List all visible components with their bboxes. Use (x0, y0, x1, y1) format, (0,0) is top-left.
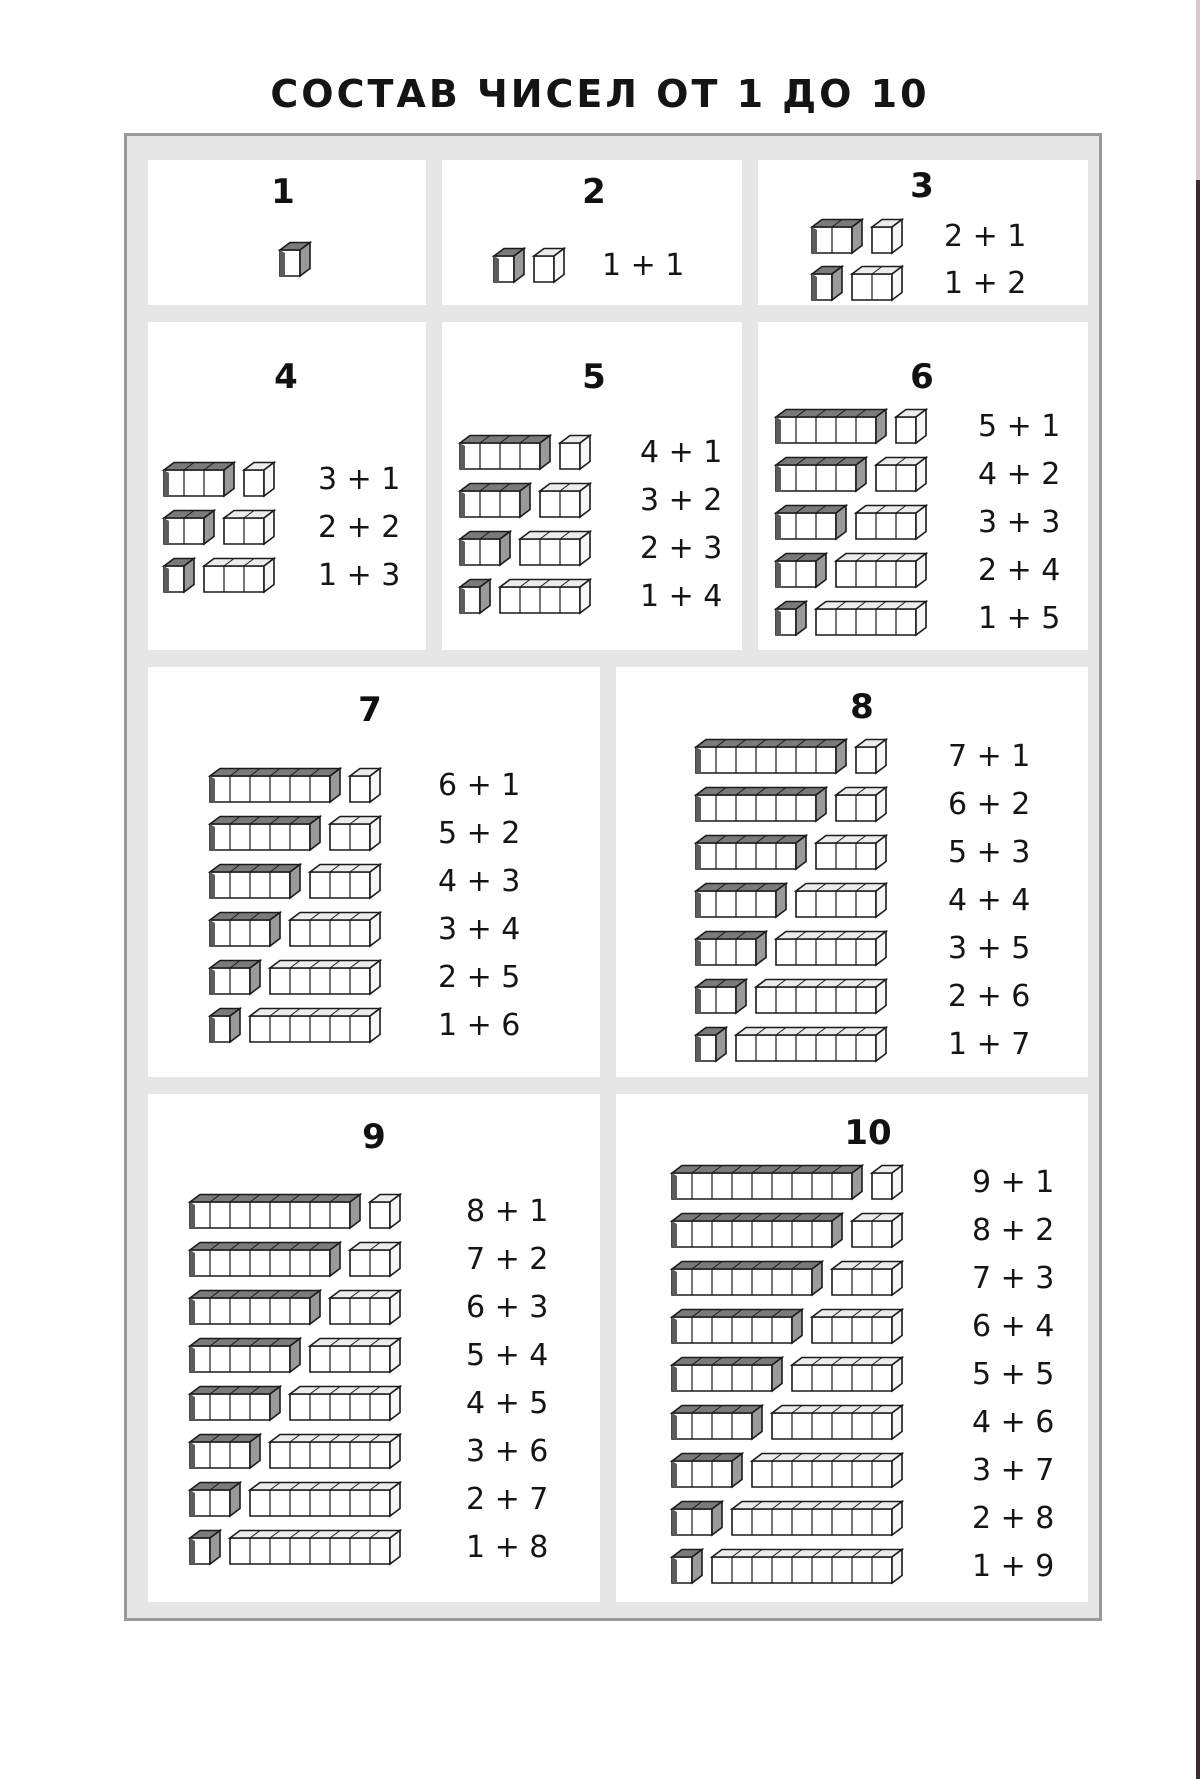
panel-number: 6 (910, 357, 934, 397)
light-bar-top (792, 1358, 902, 1366)
light-bar (290, 913, 380, 947)
dark-bar-shade (776, 465, 781, 491)
dark-bar-front (190, 1346, 290, 1372)
light-bar-front (752, 1461, 892, 1487)
sum-expression: 3 + 1 (318, 462, 401, 497)
dark-bar-top (460, 484, 530, 492)
number-panel-8 (616, 667, 1088, 1077)
dark-bar-front (672, 1173, 852, 1199)
dark-bar-top (672, 1454, 742, 1462)
sum-expression: 4 + 6 (972, 1405, 1055, 1440)
dark-bar-shade (696, 939, 701, 965)
dark-bar-shade (164, 470, 169, 496)
light-bar-top (250, 1483, 400, 1491)
light-bar (230, 1531, 400, 1565)
dark-bar (164, 559, 194, 593)
dark-bar (776, 458, 866, 492)
dark-bar-shade (190, 1442, 195, 1468)
dark-bar-shade (164, 566, 169, 592)
dark-bar-shade (672, 1317, 677, 1343)
sum-expression: 2 + 3 (640, 531, 723, 566)
sum-expression: 6 + 1 (438, 768, 521, 803)
dark-bar (460, 436, 550, 470)
panel-number: 1 (271, 172, 295, 212)
light-bar-front (290, 1394, 390, 1420)
dark-bar-top (164, 463, 234, 471)
sum-expression: 1 + 2 (944, 266, 1027, 301)
light-bar (330, 817, 380, 851)
light-bar-top (776, 932, 886, 940)
dark-bar (190, 1291, 320, 1325)
dark-bar (210, 817, 320, 851)
light-bar-front (534, 256, 554, 282)
sum-expression: 4 + 1 (640, 435, 723, 470)
sum-expression: 1 + 6 (438, 1008, 521, 1043)
dark-bar-top (190, 1339, 300, 1347)
dark-bar (164, 463, 234, 497)
number-panel-1 (148, 160, 426, 305)
panel-number: 2 (582, 172, 606, 212)
sum-expression: 2 + 7 (466, 1482, 549, 1517)
dark-bar-shade (672, 1365, 677, 1391)
light-bar-front (370, 1202, 390, 1228)
light-bar (244, 463, 274, 497)
sum-expression: 5 + 4 (466, 1338, 549, 1373)
light-bar-front (872, 227, 892, 253)
dark-bar-shade (190, 1202, 195, 1228)
sum-expression: 2 + 1 (944, 219, 1027, 254)
light-bar-top (736, 1028, 886, 1036)
light-bar (310, 865, 380, 899)
page-title: СОСТАВ ЧИСЕЛ ОТ 1 ДО 10 (270, 72, 930, 116)
dark-bar-shade (460, 491, 465, 517)
light-bar (270, 1435, 400, 1469)
cube-drawing (616, 667, 1088, 1077)
dark-bar (190, 1387, 280, 1421)
sum-expression: 4 + 2 (978, 457, 1061, 492)
page-edge (1196, 0, 1200, 1779)
light-bar-front (520, 539, 580, 565)
light-bar-front (330, 1298, 390, 1324)
dark-bar (210, 865, 300, 899)
dark-bar-shade (190, 1538, 195, 1564)
light-bar (540, 484, 590, 518)
light-bar-top (856, 506, 926, 514)
sum-expression: 8 + 1 (466, 1194, 549, 1229)
light-bar (876, 458, 926, 492)
dark-bar (210, 961, 260, 995)
dark-bar-shade (190, 1490, 195, 1516)
dark-bar-top (696, 836, 806, 844)
dark-bar-shade (672, 1509, 677, 1535)
dark-bar-shade (696, 987, 701, 1013)
light-bar (732, 1502, 902, 1536)
dark-bar (672, 1358, 782, 1392)
dark-bar-front (672, 1461, 732, 1487)
single-cube (280, 243, 310, 277)
light-bar (224, 511, 274, 545)
dark-bar-shade (696, 843, 701, 869)
dark-bar-shade (210, 968, 215, 994)
dark-bar (672, 1454, 742, 1488)
dark-bar-shade (812, 227, 817, 253)
light-bar (204, 559, 274, 593)
dark-bar-shade (696, 747, 701, 773)
dark-bar (696, 932, 766, 966)
dark-bar (696, 980, 746, 1014)
dark-bar-shade (210, 824, 215, 850)
dark-bar (696, 884, 786, 918)
light-bar-top (204, 559, 274, 567)
light-bar (250, 1009, 380, 1043)
light-bar (290, 1387, 400, 1421)
dark-bar (672, 1550, 702, 1584)
light-bar (350, 769, 380, 803)
light-bar-front (832, 1269, 892, 1295)
dark-bar (776, 554, 826, 588)
dark-bar-front (190, 1250, 330, 1276)
light-bar (872, 1166, 902, 1200)
light-bar-front (204, 566, 264, 592)
light-bar (250, 1483, 400, 1517)
light-bar (856, 506, 926, 540)
dark-bar-front (210, 920, 270, 946)
sum-expression: 1 + 3 (318, 558, 401, 593)
sum-expression: 6 + 2 (948, 787, 1031, 822)
panel-number: 3 (910, 166, 934, 206)
light-bar (792, 1358, 902, 1392)
cube-drawing (442, 160, 742, 305)
panel-number: 9 (362, 1117, 386, 1157)
sum-expression: 1 + 8 (466, 1530, 549, 1565)
dark-bar-top (776, 410, 886, 418)
light-bar (836, 554, 926, 588)
light-bar (796, 884, 886, 918)
sum-expression: 2 + 2 (318, 510, 401, 545)
dark-bar-top (190, 1435, 260, 1443)
sum-expression: 9 + 1 (972, 1165, 1055, 1200)
dark-bar-top (210, 817, 320, 825)
dark-bar-shade (696, 891, 701, 917)
sum-expression: 4 + 5 (466, 1386, 549, 1421)
dark-bar-shade (190, 1346, 195, 1372)
dark-bar-shade (494, 256, 499, 282)
number-panel-4 (148, 322, 426, 650)
dark-bar-front (164, 470, 224, 496)
dark-bar-front (672, 1269, 812, 1295)
dark-bar (190, 1435, 260, 1469)
dark-bar-shade (190, 1394, 195, 1420)
light-bar-front (896, 417, 916, 443)
sum-expression: 1 + 4 (640, 579, 723, 614)
sum-expression: 5 + 5 (972, 1357, 1055, 1392)
dark-bar-shade (776, 513, 781, 539)
sum-expression: 7 + 2 (466, 1242, 549, 1277)
dark-bar-top (696, 740, 846, 748)
dark-bar-shade (460, 539, 465, 565)
light-bar (350, 1243, 400, 1277)
dark-bar (210, 769, 340, 803)
sum-expression: 3 + 4 (438, 912, 521, 947)
dark-bar (460, 532, 510, 566)
light-bar (896, 410, 926, 444)
light-bar (752, 1454, 902, 1488)
dark-bar (672, 1406, 762, 1440)
dark-bar-top (776, 506, 846, 514)
dark-bar-shade (164, 518, 169, 544)
light-bar (812, 1310, 902, 1344)
sum-expression: 5 + 2 (438, 816, 521, 851)
light-bar-front (250, 1490, 390, 1516)
sum-expression: 2 + 6 (948, 979, 1031, 1014)
sum-expression: 1 + 1 (602, 248, 685, 283)
dark-bar (776, 410, 886, 444)
cube-drawing (148, 160, 426, 305)
light-bar-front (856, 747, 876, 773)
number-panel-7 (148, 667, 600, 1077)
sum-expression: 1 + 7 (948, 1027, 1031, 1062)
dark-bar-shade (210, 1016, 215, 1042)
sum-expression: 7 + 1 (948, 739, 1031, 774)
dark-bar-shade (696, 1035, 701, 1061)
dark-bar-shade (696, 795, 701, 821)
dark-bar (460, 484, 530, 518)
sum-expression: 4 + 3 (438, 864, 521, 899)
light-bar-front (856, 513, 916, 539)
sum-expression: 3 + 3 (978, 505, 1061, 540)
light-bar-front (270, 968, 370, 994)
light-bar (736, 1028, 886, 1062)
dark-bar-top (210, 913, 280, 921)
light-bar-front (792, 1365, 892, 1391)
light-bar-front (816, 609, 916, 635)
light-bar-top (520, 532, 590, 540)
dark-bar (672, 1166, 862, 1200)
light-bar-front (816, 843, 876, 869)
cube-drawing (758, 160, 1088, 305)
sum-expression: 3 + 6 (466, 1434, 549, 1469)
dark-bar-shade (460, 443, 465, 469)
light-bar-top (816, 602, 926, 610)
dark-bar (190, 1531, 220, 1565)
light-bar (852, 1214, 902, 1248)
light-bar-top (832, 1262, 902, 1270)
dark-bar-top (696, 932, 766, 940)
number-panel-5 (442, 322, 742, 650)
dark-bar-front (460, 491, 520, 517)
light-bar (856, 740, 886, 774)
panel-number: 7 (358, 690, 382, 730)
dark-bar-shade (672, 1173, 677, 1199)
dark-bar (460, 580, 490, 614)
sum-expression: 1 + 5 (978, 601, 1061, 636)
dark-bar-front (696, 939, 756, 965)
light-bar-front (244, 470, 264, 496)
dark-bar-front (776, 513, 836, 539)
light-bar-front (872, 1173, 892, 1199)
light-bar (712, 1550, 902, 1584)
panel-number: 4 (274, 357, 298, 397)
dark-bar-top (190, 1243, 340, 1251)
light-bar-top (290, 1387, 400, 1395)
number-panel-10 (616, 1094, 1088, 1602)
dark-bar (164, 511, 214, 545)
panel-number: 5 (582, 357, 606, 397)
dark-bar (672, 1502, 722, 1536)
number-panel-9 (148, 1094, 600, 1602)
light-bar-front (736, 1035, 876, 1061)
dark-bar-front (696, 747, 836, 773)
light-bar (560, 436, 590, 470)
light-bar (270, 961, 380, 995)
light-bar-top (330, 1291, 400, 1299)
light-bar (330, 1291, 400, 1325)
light-bar-front (310, 872, 370, 898)
dark-bar (210, 1009, 240, 1043)
dark-bar-shade (672, 1461, 677, 1487)
light-bar (816, 602, 926, 636)
light-bar (756, 980, 886, 1014)
dark-bar-shade (460, 587, 465, 613)
sum-expression: 3 + 7 (972, 1453, 1055, 1488)
light-bar (500, 580, 590, 614)
sum-expression: 1 + 9 (972, 1549, 1055, 1584)
light-bar-front (560, 443, 580, 469)
dark-bar (190, 1339, 300, 1373)
dark-bar-shade (672, 1557, 677, 1583)
dark-bar-front (776, 417, 876, 443)
dark-bar (812, 220, 862, 254)
sum-expression: 8 + 2 (972, 1213, 1055, 1248)
sum-expression: 6 + 3 (466, 1290, 549, 1325)
light-bar-top (752, 1454, 902, 1462)
dark-bar (696, 740, 846, 774)
sum-expression: 4 + 4 (948, 883, 1031, 918)
light-bar-top (816, 836, 886, 844)
dark-bar-shade (190, 1250, 195, 1276)
light-bar (370, 1195, 400, 1229)
sum-expression: 5 + 1 (978, 409, 1061, 444)
single-cube-shade (280, 250, 285, 276)
dark-bar (812, 267, 842, 301)
dark-bar (696, 788, 826, 822)
light-bar (872, 220, 902, 254)
dark-bar (190, 1243, 340, 1277)
light-bar (852, 267, 902, 301)
light-bar (832, 1262, 902, 1296)
light-bar-top (310, 865, 380, 873)
dark-bar-front (672, 1365, 772, 1391)
number-panel-2 (442, 160, 742, 305)
light-bar (816, 836, 886, 870)
dark-bar-shade (776, 561, 781, 587)
dark-bar-shade (776, 417, 781, 443)
sum-expression: 3 + 2 (640, 483, 723, 518)
dark-bar-front (190, 1442, 250, 1468)
dark-bar (776, 506, 846, 540)
sum-expression: 6 + 4 (972, 1309, 1055, 1344)
dark-bar-top (672, 1358, 782, 1366)
panel-number: 10 (844, 1113, 892, 1153)
light-bar-front (776, 939, 876, 965)
dark-bar-shade (672, 1221, 677, 1247)
light-bar (520, 532, 590, 566)
dark-bar (672, 1214, 842, 1248)
dark-bar (190, 1483, 240, 1517)
light-bar-front (350, 776, 370, 802)
dark-bar-shade (190, 1298, 195, 1324)
light-bar (310, 1339, 400, 1373)
sum-expression: 7 + 3 (972, 1261, 1055, 1296)
panel-number: 8 (850, 687, 874, 727)
dark-bar-shade (672, 1413, 677, 1439)
light-bar-top (270, 961, 380, 969)
light-bar (776, 932, 886, 966)
dark-bar-shade (210, 776, 215, 802)
dark-bar (672, 1262, 822, 1296)
dark-bar (696, 1028, 726, 1062)
dark-bar (210, 913, 280, 947)
light-bar (534, 249, 564, 283)
sum-expression: 3 + 5 (948, 931, 1031, 966)
dark-bar-shade (776, 609, 781, 635)
dark-bar-front (210, 824, 310, 850)
light-bar-front (712, 1557, 892, 1583)
dark-bar (494, 249, 524, 283)
cube-drawing (148, 667, 600, 1077)
dark-bar (696, 836, 806, 870)
dark-bar-shade (672, 1269, 677, 1295)
sum-expression: 2 + 5 (438, 960, 521, 995)
sum-expression: 5 + 3 (948, 835, 1031, 870)
light-bar (772, 1406, 902, 1440)
dark-bar-top (672, 1262, 822, 1270)
number-panel-6 (758, 322, 1088, 650)
dark-bar (190, 1195, 360, 1229)
dark-bar (672, 1310, 802, 1344)
dark-bar-shade (210, 872, 215, 898)
dark-bar-shade (812, 274, 817, 300)
dark-bar-front (696, 843, 796, 869)
sum-expression: 2 + 8 (972, 1501, 1055, 1536)
dark-bar-shade (210, 920, 215, 946)
light-bar (836, 788, 886, 822)
dark-bar (776, 602, 806, 636)
sum-expression: 2 + 4 (978, 553, 1061, 588)
number-panel-3 (758, 160, 1088, 305)
